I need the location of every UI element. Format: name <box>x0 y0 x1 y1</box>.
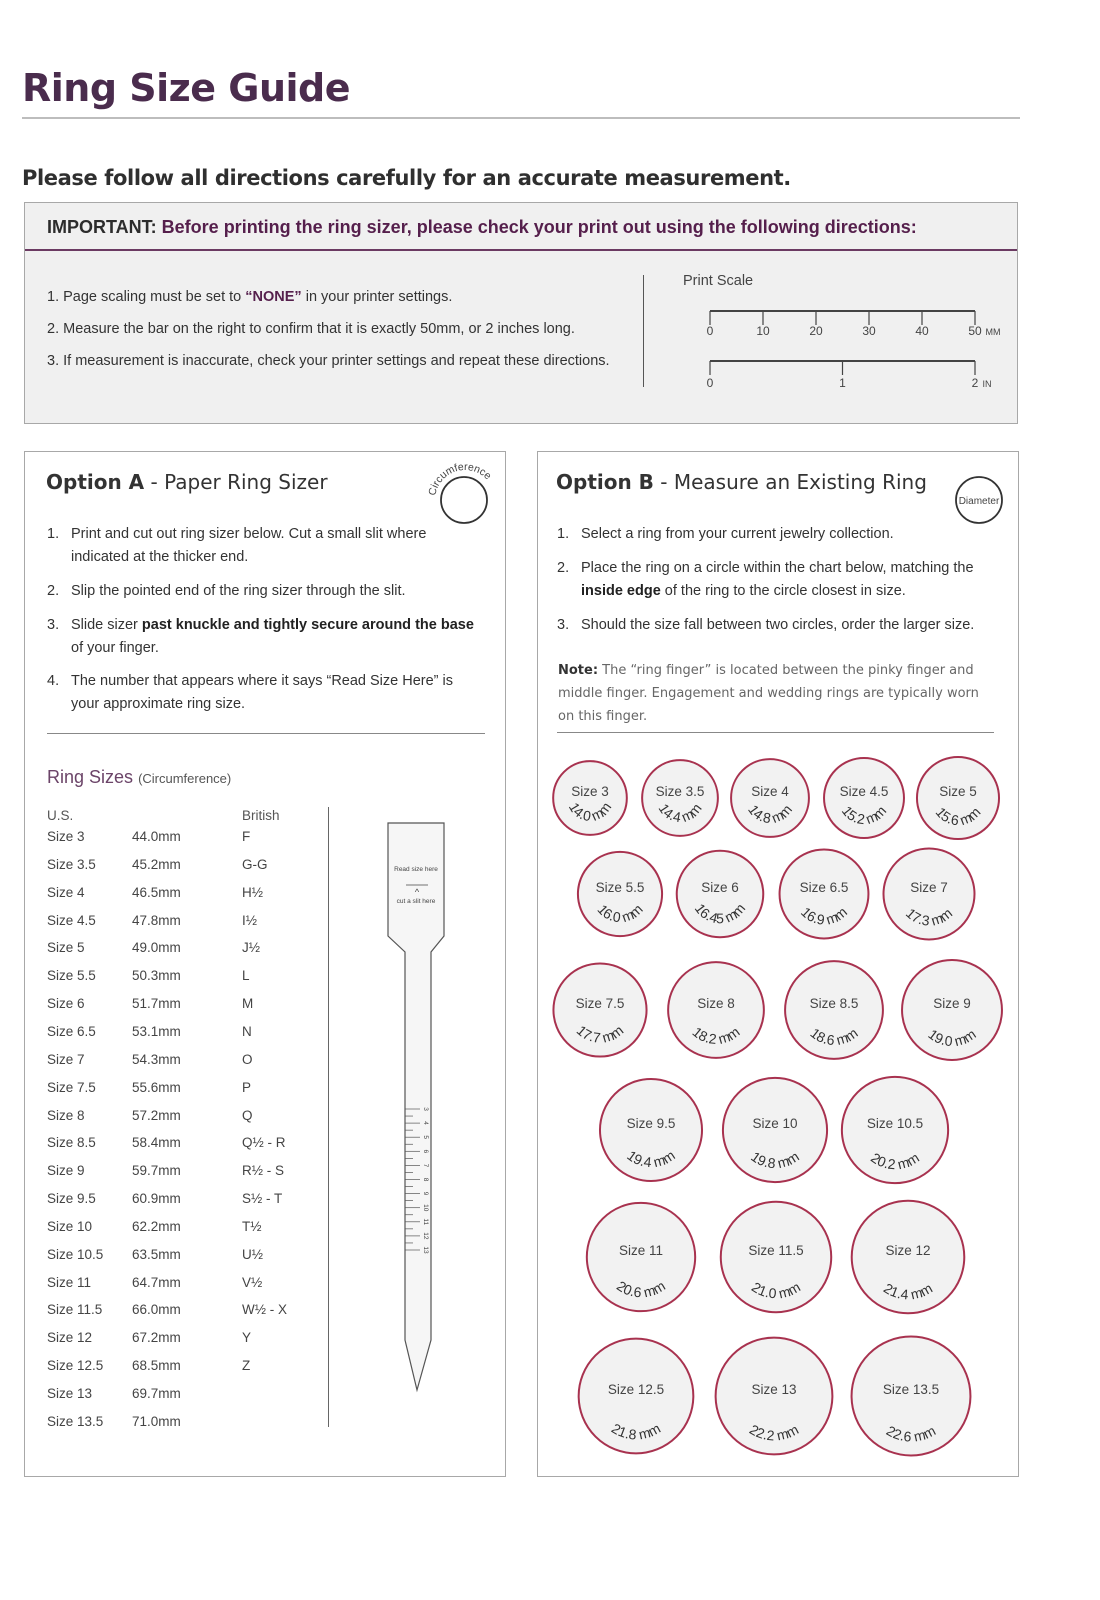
ring-circle <box>579 1339 694 1454</box>
col-british: British <box>242 808 280 823</box>
size-cell-mm: 71.0mm <box>132 1413 181 1429</box>
ring-mm-label: 16.9 mm <box>797 903 851 928</box>
ring-size-label: Size 6.5 <box>799 880 849 895</box>
sizer-number: 12 <box>422 1232 429 1240</box>
size-cell-us: Size 3.5 <box>47 856 96 872</box>
size-cell-us: Size 9.5 <box>47 1191 96 1207</box>
ring-size-label: Size 4.5 <box>839 784 889 799</box>
sizer-number: 5 <box>422 1135 429 1140</box>
ring-size-label: Size 13.5 <box>882 1382 940 1397</box>
inch-tick-label: 2 <box>971 376 979 390</box>
ring-size-label: Size 5.5 <box>595 880 645 895</box>
mm-tick-label: 10 <box>756 324 770 338</box>
ring-circle <box>600 1079 702 1181</box>
size-cell-br: T½ <box>242 1218 262 1234</box>
ring-mm-label: 17.3 mm <box>902 904 956 929</box>
ring-circle <box>553 963 646 1056</box>
ring-mm-label: 19.8 mm <box>748 1148 802 1172</box>
ring-mm-label: 19.4 mm <box>624 1146 678 1171</box>
size-cell-mm: 64.7mm <box>132 1274 181 1290</box>
ring-finger-note: Note: The “ring finger” is located between the pinky finger and middle finger. Engagement and wedding rings are typically worn on this finger. <box>558 663 979 724</box>
size-cell-mm: 47.8mm <box>132 912 181 928</box>
ring-circle <box>917 757 999 839</box>
inch-scale <box>707 361 992 390</box>
size-cell-us: Size 13.5 <box>47 1413 104 1429</box>
ring-circle <box>842 1077 948 1183</box>
size-cell-br: Y <box>242 1330 252 1346</box>
important-step-2: 2. Measure the bar on the right to confirm that it is exactly 50mm, or 2 inches long. <box>47 321 575 337</box>
size-cell-us: Size 10 <box>47 1218 93 1234</box>
ring-circle <box>902 960 1002 1060</box>
ring-size-label: Size 11 <box>618 1243 664 1258</box>
ring-circle <box>780 850 869 939</box>
mm-tick-label: 40 <box>915 324 929 338</box>
size-cell-mm: 54.3mm <box>132 1051 181 1067</box>
ring-size-label: Size 10.5 <box>866 1116 924 1131</box>
ring-size-label: Size 6 <box>701 880 739 895</box>
chevron-up-icon: ^ <box>414 887 420 897</box>
inch-tick-label: 0 <box>706 376 714 390</box>
circumference-icon <box>425 460 505 530</box>
size-cell-us: Size 4 <box>47 884 85 900</box>
ring-mm-label: 17.7 mm <box>573 1021 627 1046</box>
size-cell-br: Q <box>242 1107 253 1123</box>
vertical-divider <box>643 275 644 387</box>
important-divider <box>25 249 1017 251</box>
size-cell-mm: 46.5mm <box>132 884 181 900</box>
ring-circle <box>716 1338 833 1455</box>
size-cell-mm: 67.2mm <box>132 1330 181 1346</box>
sizer-number: 9 <box>422 1191 429 1196</box>
mm-scale <box>707 311 1001 361</box>
size-cell-mm: 62.2mm <box>132 1218 181 1234</box>
ring-mm-label: 18.2 mm <box>689 1023 743 1048</box>
size-cell-br: R½ - S <box>242 1163 285 1179</box>
mm-tick-label: 50 <box>968 324 982 338</box>
size-cell-mm: 44.0mm <box>132 829 181 844</box>
important-step-1: 1. Page scaling must be set to “NONE” in your printer settings. <box>47 289 453 305</box>
size-cell-br: I½ <box>242 912 258 928</box>
page-title: Ring Size Guide <box>22 66 351 110</box>
size-cell-br: N <box>242 1023 252 1039</box>
read-size-label: Read size here <box>394 866 438 873</box>
ring-size-label: Size 7 <box>910 880 948 895</box>
size-cell-mm: 59.7mm <box>132 1163 181 1179</box>
page-subtitle: Please follow all directions carefully for an accurate measurement. <box>22 166 791 190</box>
ring-size-label: Size 8 <box>697 996 735 1011</box>
size-cell-br: H½ <box>242 884 264 900</box>
ring-size-label: Size 4 <box>751 784 789 799</box>
important-lead: IMPORTANT: <box>47 217 157 237</box>
important-step-3: 3. If measurement is inaccurate, check your printer settings and repeat these directions. <box>47 353 610 369</box>
important-panel <box>24 202 1018 424</box>
size-cell-us: Size 3 <box>47 829 85 844</box>
ring-size-label: Size 10 <box>752 1116 798 1131</box>
ring-size-label: Size 3.5 <box>655 784 705 799</box>
size-cell-us: Size 8 <box>47 1107 85 1123</box>
size-cell-br: Z <box>242 1358 251 1374</box>
size-cell-br: Q½ - R <box>242 1135 286 1151</box>
print-scale <box>665 263 1005 403</box>
sizer-number: 6 <box>422 1149 429 1154</box>
mm-tick-label: 0 <box>706 324 714 338</box>
size-cell-br: S½ - T <box>242 1191 283 1207</box>
option-b-divider <box>557 732 994 733</box>
ring-circle <box>578 852 662 936</box>
ring-mm-label: 14.0 mm <box>565 799 615 825</box>
sizer-number: 4 <box>422 1121 429 1125</box>
paper-ring-sizer[interactable] <box>380 817 460 1397</box>
size-cell-us: Size 5.5 <box>47 968 96 984</box>
size-cell-mm: 50.3mm <box>132 968 181 984</box>
ring-mm-label: 14.8 mm <box>745 801 796 827</box>
diameter-label: Diameter <box>958 496 1000 507</box>
ring-size-label: Size 11.5 <box>748 1243 804 1258</box>
ring-mm-label: 22.6 mm <box>883 1422 939 1445</box>
size-cell-br: V½ <box>242 1274 263 1290</box>
important-heading <box>47 217 917 238</box>
size-cell-mm: 57.2mm <box>132 1107 181 1123</box>
ring-size-label: Size 9.5 <box>626 1116 676 1131</box>
size-cell-us: Size 7.5 <box>47 1079 96 1095</box>
size-cell-mm: 63.5mm <box>132 1246 181 1262</box>
mm-unit: MM <box>985 327 1001 337</box>
important-text: Before printing the ring sizer, please check your print out using the following directions: <box>161 217 917 237</box>
ring-mm-label: 22.2 mm <box>746 1421 802 1444</box>
ring-circle <box>785 961 883 1059</box>
ring-mm-label: 18.6 mm <box>807 1024 861 1049</box>
size-cell-us: Size 6.5 <box>47 1023 96 1039</box>
size-cell-us: Size 12.5 <box>47 1358 104 1374</box>
size-cell-mm: 55.6mm <box>132 1079 181 1095</box>
ring-mm-label: 20.2 mm <box>868 1149 922 1173</box>
ring-circle <box>642 760 718 836</box>
size-cell-br: M <box>242 996 254 1012</box>
size-cell-mm: 68.5mm <box>132 1358 181 1374</box>
option-a-panel: Option A - Paper Ring Sizer Circumference 1. Print and cut out ring sizer below. Cut a small slit where indicated at the thicker end. 2. Slip the pointed end of the ring sizer through the slit. 3. Slide sizer past knuckle and tightly secure around the base of your finger. 4. The number that appears where it says “Read Size Here” is your approximate ring size. Ring Sizes (Circumference) U.S. British Size 3 44.0mm F Size 3.5 45.2mm G-G Size 4 46.5mm H½ Size 4.5 47.8mm I½ Size 5 49.0mm J½ Size 5.5 50.3mm L Size 6 51.7mm M Size 6.5 53.1mm N Size 7 54.3mm O Size 7.5 55.6mm P Size 8 57.2mm Q Size 8.5 58.4mm Q½ - R Size 9 59.7mm R½ - S Size 9.5 60.9mm S½ - T Size 10 62.2mm T½ Size 10.5 63.5mm U½ Size 11 64.7mm V½ Size 11.5 66.0mm W½ - X Size 12 67.2mm Y Size 12.5 68.5mm Z Size 13 69.7mm Size 13.5 71.0mm Read size here ^ cut a slit here 3 4 5 6 7 8 9 10 11 12 13 <box>24 451 506 1477</box>
inch-unit: IN <box>982 379 992 389</box>
sizer-number: 13 <box>422 1246 429 1254</box>
ring-mm-label: 15.2 mm <box>838 802 890 828</box>
ring-size-label: Size 12 <box>885 1243 931 1258</box>
ring-chart <box>538 742 1018 1472</box>
sizer-number: 10 <box>422 1204 429 1212</box>
ring-circle <box>852 1337 971 1456</box>
size-cell-br: F <box>242 829 251 844</box>
ring-mm-label: 14.4 mm <box>655 800 705 826</box>
ring-mm-label: 21.0 mm <box>748 1278 804 1302</box>
size-cell-us: Size 13 <box>47 1386 93 1401</box>
ring-size-label: Size 13 <box>751 1382 797 1397</box>
circumference-label: Circumference <box>426 460 494 497</box>
ring-size-label: Size 12.5 <box>607 1382 665 1397</box>
size-cell-br: U½ <box>242 1246 264 1262</box>
ring-size-label: Size 5 <box>939 784 977 799</box>
mm-tick-label: 30 <box>862 324 876 338</box>
size-cell-mm: 49.0mm <box>132 940 181 956</box>
ring-sizes-title: Ring Sizes (Circumference) <box>47 767 232 787</box>
size-cell-br: J½ <box>242 940 261 956</box>
size-cell-us: Size 6 <box>47 996 85 1012</box>
ring-circle <box>731 759 809 837</box>
ring-mm-label: 21.4 mm <box>880 1279 936 1303</box>
size-cell-br: O <box>242 1051 253 1067</box>
print-scale-label: Print Scale <box>683 273 754 289</box>
ring-mm-label: 21.8 mm <box>608 1419 664 1443</box>
ring-size-label: Size 8.5 <box>809 996 859 1011</box>
diameter-icon <box>950 472 1008 530</box>
size-cell-us: Size 9 <box>47 1163 85 1179</box>
ring-mm-label: 15.6 mm <box>932 803 984 829</box>
ring-circle <box>553 761 627 835</box>
size-cell-us: Size 11.5 <box>47 1302 103 1318</box>
size-cell-br: L <box>242 968 250 984</box>
ring-circle <box>721 1202 831 1312</box>
option-b-title: Option B - Measure an Existing Ring <box>556 470 927 494</box>
col-us: U.S. <box>47 808 74 823</box>
size-cell-us: Size 8.5 <box>47 1135 96 1151</box>
ring-circle <box>668 962 764 1058</box>
size-cell-mm: 53.1mm <box>132 1023 181 1039</box>
size-cell-mm: 58.4mm <box>132 1135 181 1151</box>
sizer-number: 8 <box>422 1177 429 1182</box>
size-cell-us: Size 12 <box>47 1330 93 1346</box>
cut-slit-label: cut a slit here <box>396 898 436 905</box>
ring-circle <box>587 1203 695 1311</box>
size-cell-us: Size 10.5 <box>47 1246 104 1262</box>
mm-tick-label: 20 <box>809 324 823 338</box>
option-a-title: Option A - Paper Ring Sizer <box>46 470 328 494</box>
size-cell-br: W½ - X <box>242 1302 288 1318</box>
ring-mm-label: 20.6 mm <box>613 1277 668 1301</box>
sizer-number: 11 <box>422 1218 429 1226</box>
ring-mm-label: 16.45 mm <box>691 900 749 927</box>
ring-size-label: Size 7.5 <box>575 996 625 1011</box>
ring-mm-label: 19.0 mm <box>925 1025 979 1050</box>
size-cell-mm: 66.0mm <box>132 1302 181 1318</box>
title-divider <box>22 117 1020 119</box>
ring-size-label: Size 3 <box>571 784 609 799</box>
size-cell-mm: 51.7mm <box>132 996 181 1012</box>
size-cell-mm: 60.9mm <box>132 1191 181 1207</box>
ring-circle <box>884 849 975 940</box>
table-divider <box>328 807 329 1427</box>
ring-circle <box>852 1201 965 1314</box>
size-cell-us: Size 7 <box>47 1051 85 1067</box>
ring-size-label: Size 9 <box>933 996 971 1011</box>
sizer-number: 3 <box>422 1107 429 1111</box>
inch-tick-label: 1 <box>839 376 846 390</box>
ring-circle <box>824 758 904 838</box>
ring-mm-label: 16.0 mm <box>594 900 646 926</box>
size-cell-mm: 69.7mm <box>132 1386 181 1401</box>
size-cell-br: P <box>242 1079 252 1095</box>
size-cell-br: G-G <box>242 856 268 872</box>
size-cell-us: Size 4.5 <box>47 912 96 928</box>
ring-circle <box>677 851 764 938</box>
size-cell-us: Size 11 <box>47 1274 92 1290</box>
sizer-number: 7 <box>422 1163 429 1168</box>
ring-circle <box>723 1078 827 1182</box>
option-a-divider <box>47 733 485 734</box>
option-b-panel: Option B - Measure an Existing Ring Diameter 1. Select a ring from your current jewelry collection. 2. Place the ring on a circle within the chart below, matching the inside edge of the ring to the circle closest in size. 3. Should the size fall between two circles, order the larger size. Note: The “ring finger” is located between the pinky finger and middle finger. Engagement and wedding rings are typically worn on this finger. Size 3 14.0 mm Size 3.5 14.4 mm Size 4 14.8 mm Size 4.5 15.2 mm Size 5 15.6 mm Size 5.5 16.0 mm Size 6 16.45 mm Size 6.5 16.9 mm Size 7 17.3 mm Size 7.5 17.7 mm Size 8 18.2 mm Size 8.5 18.6 mm Size 9 19.0 mm Size 9.5 19.4 mm Size 10 19.8 mm Size 10.5 20.2 mm Size 11 20.6 mm Size 11.5 21.0 mm Size 12 21.4 mm Size 12.5 21.8 mm Size 13 22.2 mm Size 13.5 22.6 mm <box>537 451 1019 1477</box>
size-cell-us: Size 5 <box>47 940 85 956</box>
size-cell-mm: 45.2mm <box>132 856 181 872</box>
